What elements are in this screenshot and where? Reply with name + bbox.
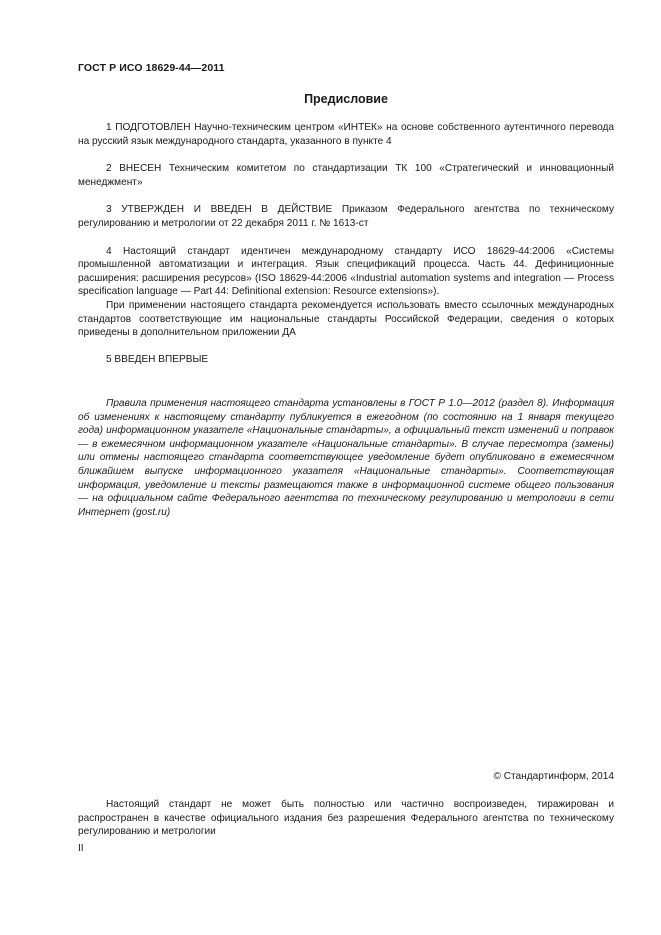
copyright-line: © Стандартинформ, 2014 [493,771,614,782]
preface-item-5: 5 ВВЕДЕН ВПЕРВЫЕ [106,353,209,365]
preface-body [78,121,614,366]
reproduction-rights-notice: Настоящий стандарт не может быть полностью или частично воспроизведен, тиражирован и распространен в качестве официального издания без разрешения Федерального агентства по техническому регулированию и метрологии [78,799,614,838]
preface-title: Предисловие [304,92,388,106]
preface-item-1: 1 ПОДГОТОВЛЕН Научно-техническим центром «ИНТЕК» на основе собственного аутентичного перевода на русский язык международного стандарта, указанного в пункте 4 [78,122,614,147]
application-rules-notice: Правила применения настоящего стандарта установлены в ГОСТ Р 1.0—2012 (раздел 8). Информация об изменениях к настоящему стандарту публикуется в ежегодном (по состоянию на 1 января текущего года) информационном указателе «Национальные стандарты», а официальный текст изменений и поправок — в ежемесячном информационном указателе «Национальные стандарты». В случае пересмотра (замены) или отмены настоящего стандарта соответствующее уведомление будет опубликовано в ежемесячном ближайшем выпуске информационного указателя «Национальные стандарты». Соответствующая информация, уведомление и тексты размещаются также в информационной системе общего пользования — на официальном сайте Федерального агентства по техническому регулированию и метрологии в сети Интернет (gost.ru) [78,398,614,518]
preface-item-4: 4 Настоящий стандарт идентичен международному стандарту ИСО 18629-44:2006 «Системы промышленной автоматизации и интеграция. Язык спецификаций процесса. Часть 44. Дефиниционные расширения: расширения ресурсов» (ISO 18629-44:2006 «Industrial automation systems and integration — Process specification language — Part 44: Definitional extension: Resource extensions»). [78,245,614,298]
preface-item-4-note: При применении настоящего стандарта рекомендуется использовать вместо ссылочных международных стандартов соответствующие им национальные стандарты Российской Федерации, сведения о которых приведены в дополнительном приложении ДА [78,299,614,339]
preface-item-2: 2 ВНЕСЕН Техническим комитетом по стандартизации ТК 100 «Стратегический и инновационный менеджмент» [78,163,614,188]
page-number: II [78,843,84,854]
preface-item-3: 3 УТВЕРЖДЕН И ВВЕДЕН В ДЕЙСТВИЕ Приказом Федерального агентства по техническому регулированию и метрологии от 22 декабря 2011 г. № 1613-ст [78,204,614,229]
document-code-header: ГОСТ Р ИСО 18629-44—2011 [78,62,225,74]
